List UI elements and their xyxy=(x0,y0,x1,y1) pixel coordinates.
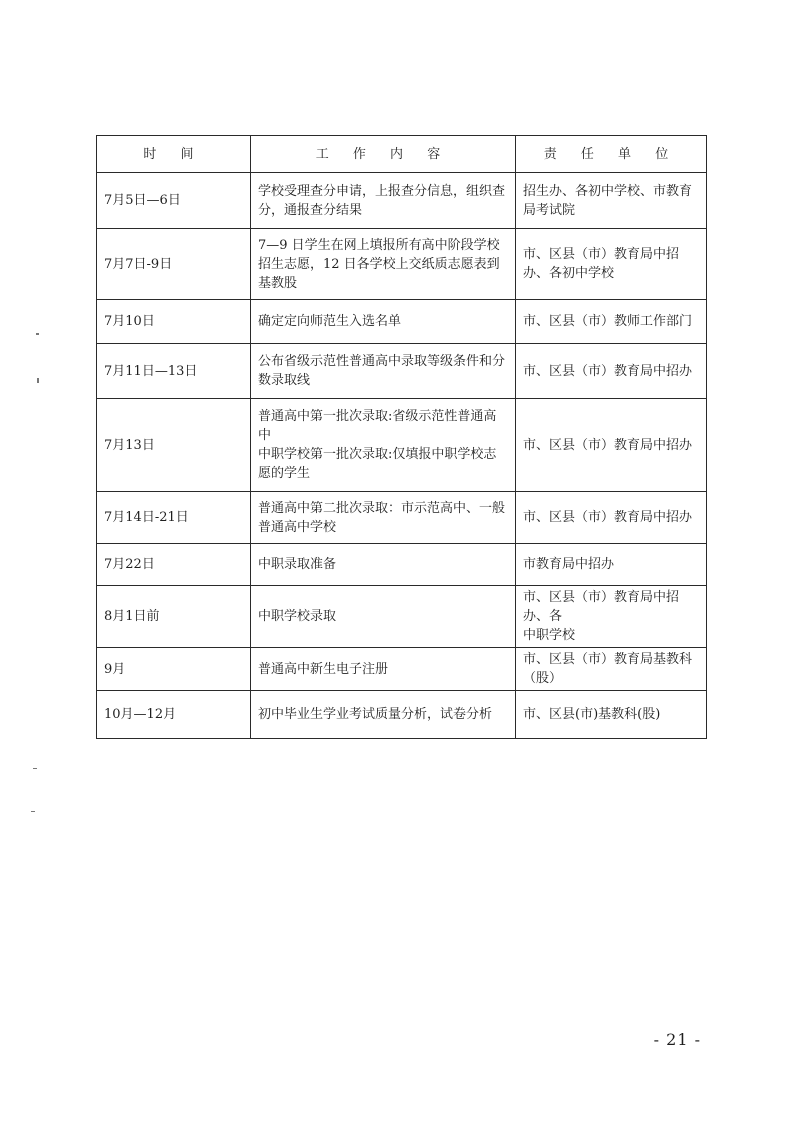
table-row xyxy=(97,492,707,544)
time-cell: 7月5日—6日 xyxy=(97,173,251,229)
content-cell: 公布省级示范性普通高中录取等级条件和分数录取线 xyxy=(251,344,516,399)
header-content: 工 作 内 容 xyxy=(251,136,516,173)
unit-cell: 招生办、各初中学校、市教育局考试院 xyxy=(516,173,707,229)
table-row xyxy=(97,586,707,648)
time-cell: 7月13日 xyxy=(97,399,251,492)
page-number: - 21 - xyxy=(653,1030,701,1049)
scan-speck xyxy=(36,333,39,335)
time-cell: 7月10日 xyxy=(97,300,251,344)
content-cell: 确定定向师范生入选名单 xyxy=(251,300,516,344)
time-cell: 7月7日-9日 xyxy=(97,229,251,300)
time-cell: 10月—12月 xyxy=(97,691,251,739)
time-cell: 7月14日-21日 xyxy=(97,492,251,544)
table-row xyxy=(97,229,707,300)
unit-cell: 市、区县（市）教育局中招办、各初中学校 xyxy=(516,229,707,300)
scan-speck xyxy=(37,378,39,383)
content-cell: 中职学校录取 xyxy=(251,586,516,648)
table-header-row xyxy=(97,136,707,173)
table-row xyxy=(97,173,707,229)
scan-speck xyxy=(33,768,37,769)
unit-cell: 市、区县（市）教育局中招办 xyxy=(516,492,707,544)
time-cell: 8月1日前 xyxy=(97,586,251,648)
table-row xyxy=(97,344,707,399)
content-cell: 普通高中第二批次录取：市示范高中、一般普通高中学校 xyxy=(251,492,516,544)
unit-cell: 市、区县（市）教育局中招办 xyxy=(516,344,707,399)
content-cell: 普通高中新生电子注册 xyxy=(251,648,516,691)
unit-cell: 市、区县（市）教师工作部门 xyxy=(516,300,707,344)
table-row xyxy=(97,300,707,344)
table-row xyxy=(97,691,707,739)
scan-speck xyxy=(31,811,35,812)
content-cell: 7—9 日学生在网上填报所有高中阶段学校招生志愿，12 日各学校上交纸质志愿表到基教股 xyxy=(251,229,516,300)
header-time: 时 间 xyxy=(97,136,251,173)
unit-cell: 市、区县(市)基教科(股) xyxy=(516,691,707,739)
time-cell: 7月11日—13日 xyxy=(97,344,251,399)
time-cell: 9月 xyxy=(97,648,251,691)
time-cell: 7月22日 xyxy=(97,544,251,586)
schedule-table xyxy=(96,135,707,739)
unit-cell: 市、区县（市）教育局中招办、各 中职学校 xyxy=(516,586,707,648)
content-cell: 学校受理查分申请，上报查分信息，组织查分，通报查分结果 xyxy=(251,173,516,229)
table-row xyxy=(97,544,707,586)
unit-cell: 市、区县（市）教育局中招办 xyxy=(516,399,707,492)
content-cell: 中职录取准备 xyxy=(251,544,516,586)
unit-cell: 市、区县（市）教育局基教科（股） xyxy=(516,648,707,691)
header-unit: 责 任 单 位 xyxy=(516,136,707,173)
table-row xyxy=(97,648,707,691)
table-row xyxy=(97,399,707,492)
unit-cell: 市教育局中招办 xyxy=(516,544,707,586)
content-cell: 初中毕业生学业考试质量分析，试卷分析 xyxy=(251,691,516,739)
content-cell: 普通高中第一批次录取:省级示范性普通高中 中职学校第一批次录取:仅填报中职学校志愿的学生 xyxy=(251,399,516,492)
